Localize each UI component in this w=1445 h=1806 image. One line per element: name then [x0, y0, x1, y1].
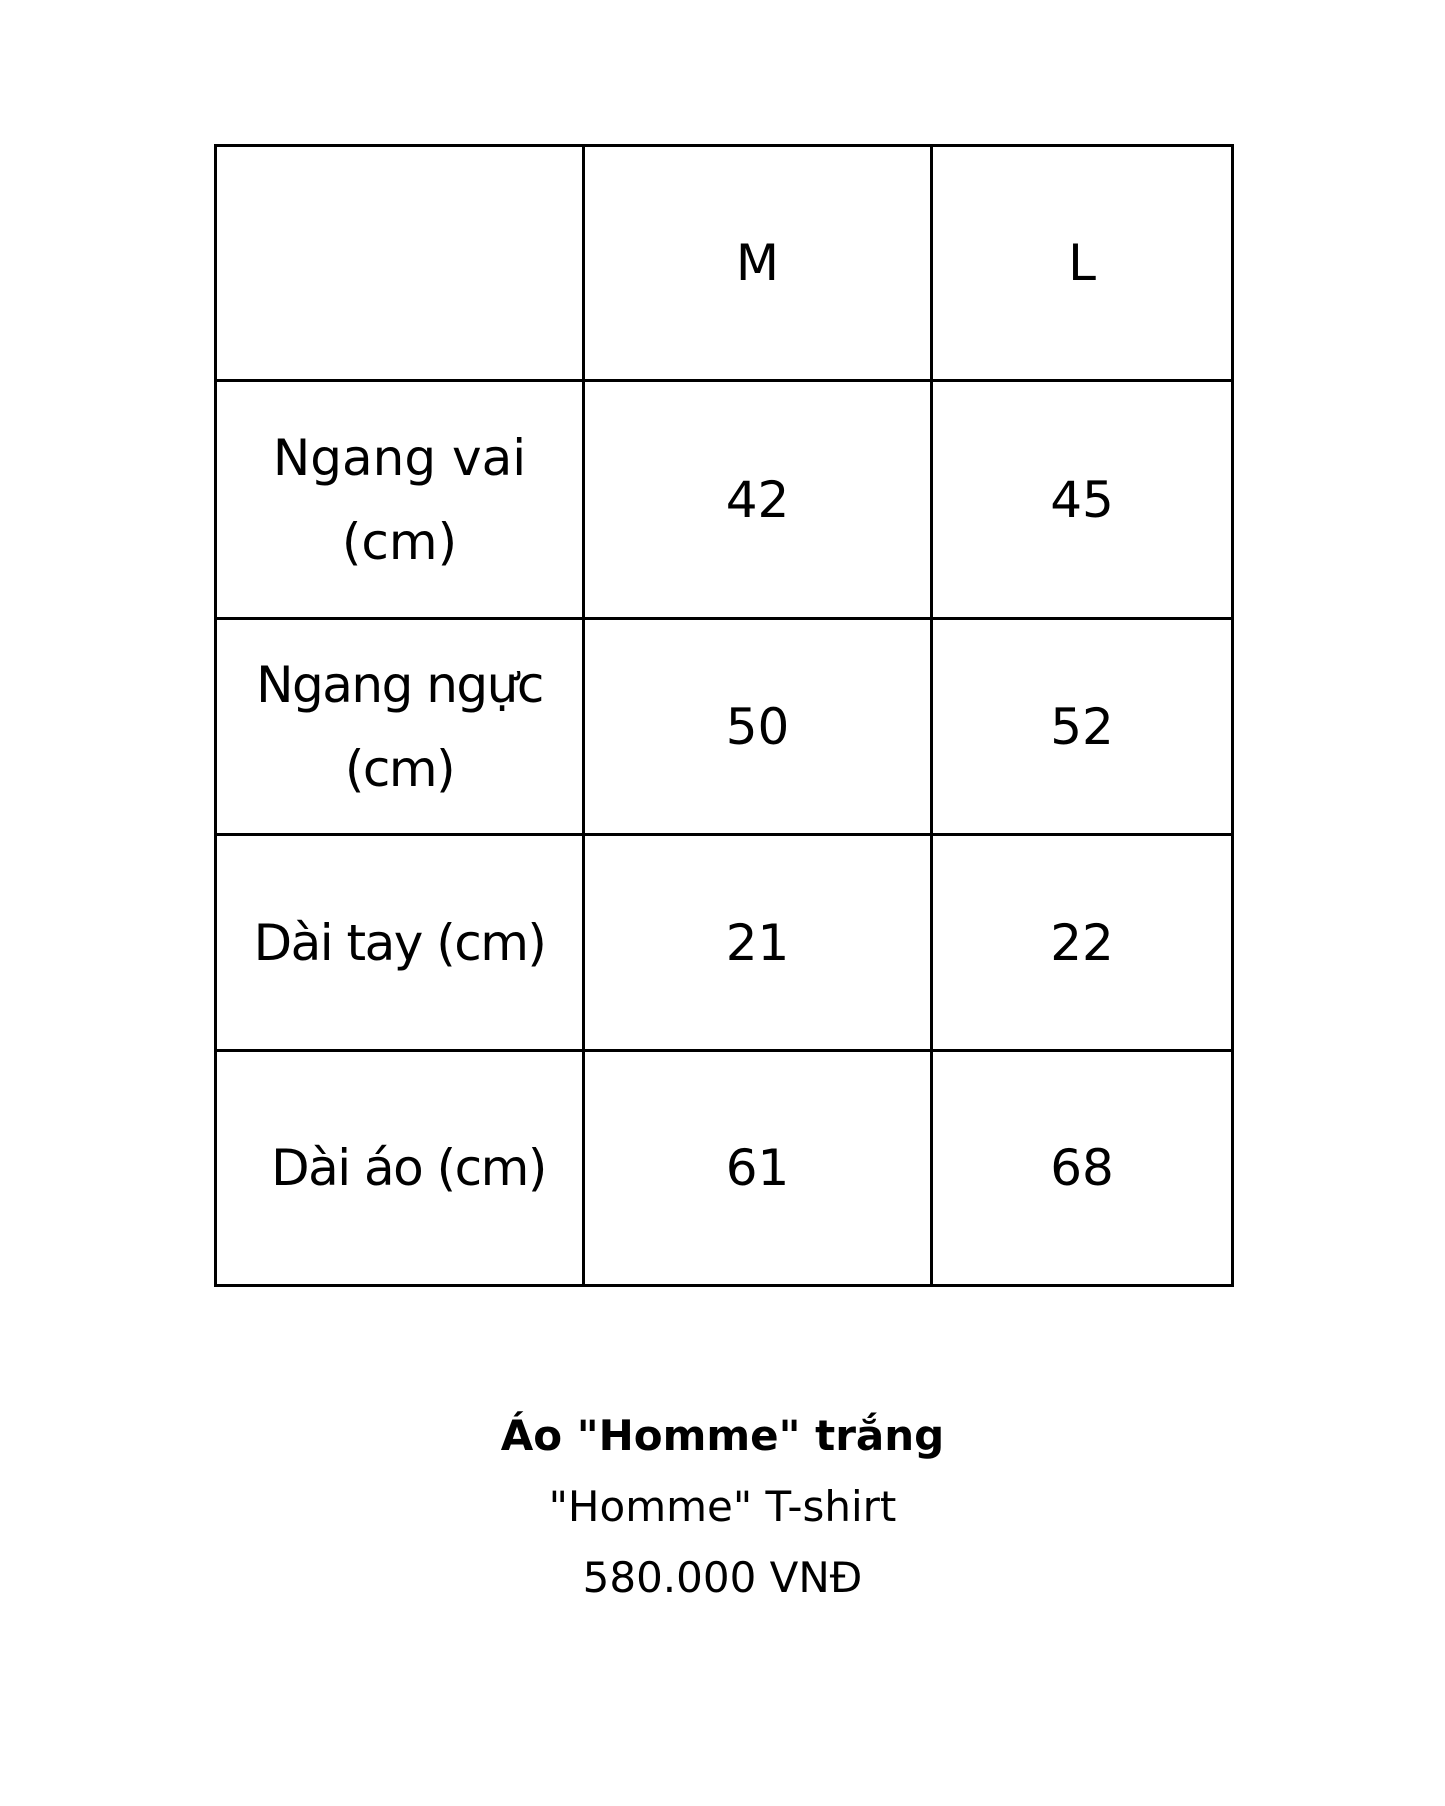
value-cell-l: 45: [932, 381, 1233, 619]
product-caption: [0, 1400, 1445, 1613]
value-cell-m: 50: [584, 619, 932, 835]
table-header-row: [216, 146, 1233, 381]
header-cell-empty: [216, 146, 584, 381]
header-cell-size-m: M: [584, 146, 932, 381]
value-cell-m: 61: [584, 1051, 932, 1286]
table-row: [216, 381, 1233, 619]
row-label-shirt-length: Dài áo (cm): [271, 1139, 546, 1197]
table-row: [216, 835, 1233, 1051]
product-name-vi: Áo "Homme" trắng: [500, 1411, 945, 1460]
row-label-chest: Ngang ngực (cm): [256, 655, 543, 798]
header-cell-size-l: L: [932, 146, 1233, 381]
row-label-cell: [216, 619, 584, 835]
row-label-shoulder: Ngang vai (cm): [272, 428, 527, 571]
value-cell-m: 21: [584, 835, 932, 1051]
row-label-sleeve-length: Dài tay (cm): [253, 913, 546, 972]
product-price: 580.000 VNĐ: [582, 1553, 863, 1602]
row-label-cell: [216, 835, 584, 1051]
value-cell-l: 22: [932, 835, 1233, 1051]
value-cell-l: 52: [932, 619, 1233, 835]
row-label-cell: [216, 1051, 584, 1286]
table-row: [216, 1051, 1233, 1286]
product-name-en: "Homme" T-shirt: [548, 1482, 897, 1531]
row-label-cell: [216, 381, 584, 619]
table-row: [216, 619, 1233, 835]
size-chart-table: [214, 144, 1234, 1287]
value-cell-m: 42: [584, 381, 932, 619]
value-cell-l: 68: [932, 1051, 1233, 1286]
